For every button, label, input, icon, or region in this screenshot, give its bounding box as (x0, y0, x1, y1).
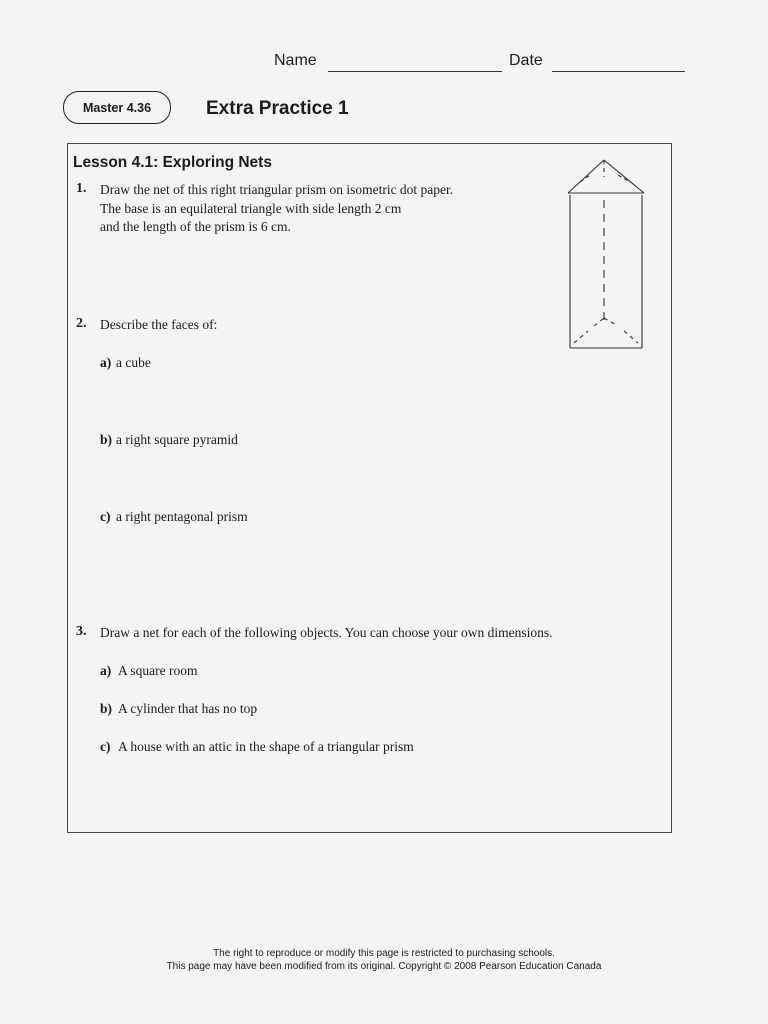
part-text: a cube (116, 355, 151, 370)
part-label: a) (100, 355, 112, 370)
question-number: 2. (76, 316, 87, 331)
part-label: a) (100, 663, 112, 678)
page-title: Extra Practice 1 (206, 98, 349, 119)
question-line: The base is an equilateral triangle with side length 2 cm (100, 200, 402, 216)
question-number: 3. (76, 624, 87, 639)
part-text: a right pentagonal prism (116, 509, 248, 524)
date-label: Date (509, 52, 543, 69)
question-line: and the length of the prism is 6 cm. (100, 219, 291, 234)
footer-line: This page may have been modified from its original. Copyright © 2008 Pearson Education Canada (166, 961, 602, 972)
footer-line: The right to reproduce or modify this page is restricted to purchasing schools. (213, 948, 555, 959)
question-text: Draw a net for each of the following objects. You can choose your own dimensions. (100, 625, 553, 640)
part-label: b) (100, 701, 113, 716)
question-text: Describe the faces of: (100, 317, 218, 332)
triangular-prism-figure (560, 155, 656, 355)
part-text: A square room (118, 663, 198, 678)
date-field-line[interactable] (552, 71, 685, 72)
part-text: A cylinder that has no top (118, 701, 258, 716)
name-label: Name (274, 52, 317, 69)
part-label: c) (100, 509, 111, 524)
question-text (100, 181, 453, 237)
copyright-footer (0, 947, 768, 973)
master-badge: Master 4.36 (63, 91, 171, 124)
part-text: A house with an attic in the shape of a triangular prism (118, 739, 414, 754)
question-line: Draw the net of this right triangular prism on isometric dot paper. (100, 182, 454, 197)
part-label: b) (100, 432, 113, 447)
part-label: c) (100, 739, 111, 754)
question-number: 1. (76, 181, 87, 196)
part-text: a right square pyramid (116, 432, 238, 447)
lesson-title: Lesson 4.1: Exploring Nets (73, 154, 272, 171)
name-field-line[interactable] (328, 71, 502, 72)
